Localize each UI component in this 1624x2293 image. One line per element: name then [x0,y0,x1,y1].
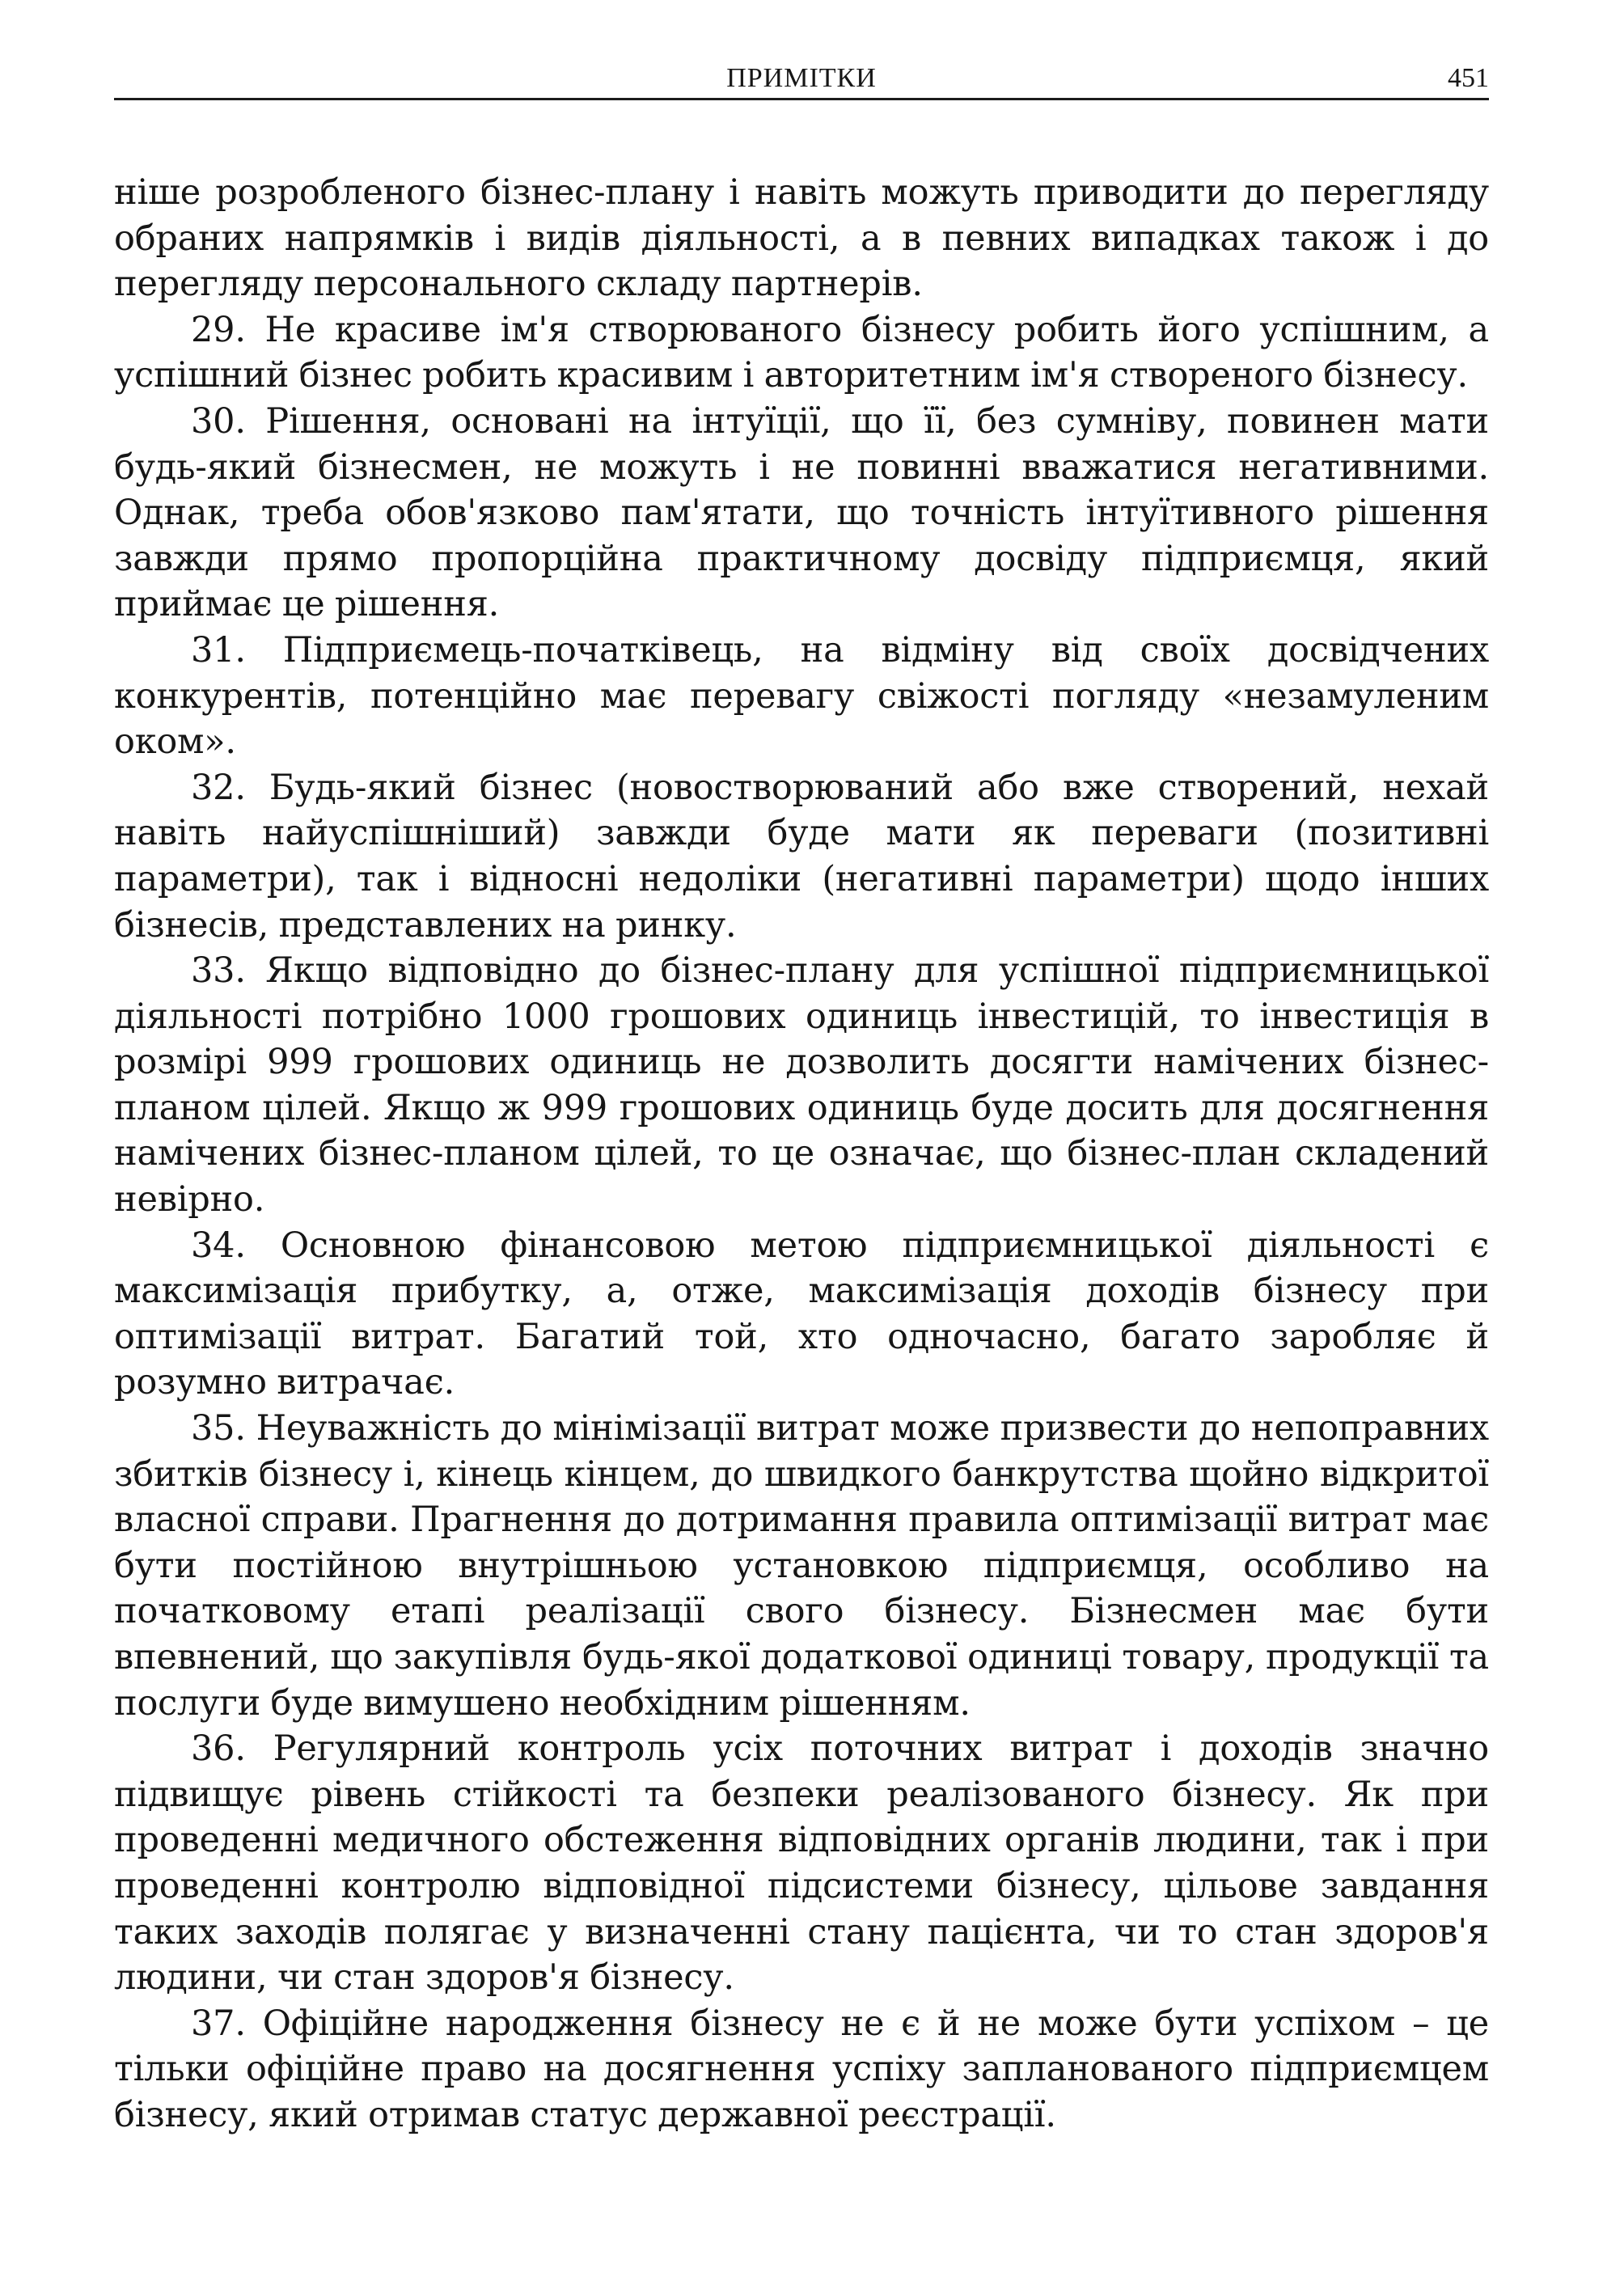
paragraph-31: 31. Підприємець-початківець, на відміну від своїх досвідчених конкурентів, потенційно має перевагу свіжості погляду «незамуленим оком». [114,629,1489,763]
paragraph-33: 33. Якщо відповідно до бізнес-плану для успішної підприємницької діяльності потрібно 1000 грошових одиниць інвестицій, то інвестиція в розмірі 999 грошових одиниць не дозволить досягти намічених бізнес-планом цілей. Якщо ж 999 грошових одиниць буде досить для досягнення намічених бізнес-планом цілей, то це означає, що бізнес-план складений невірно. [114,950,1489,1221]
paragraph-35: 35. Неуважність до мінімізації витрат може призвести до непоправних збитків бізнесу і, кінець кінцем, до швидкого банкрутства щойно відкритої власної справи. Прагнення до дотримання правила оптимізації витрат має бути постійною внутрішньою установкою підприємця, особливо на початковому етапі реалізації свого бізнесу. Бізнесмен має бути впевнений, що закупівля будь-якої додаткової одиниці товару, продукції та послуги буде вимушено необхідним рішенням. [114,1408,1489,1724]
paragraph-30: 30. Рішення, основані на інтуїції, що її, без сумніву, повинен мати будь-який бізнесмен, не можуть і не повинні вважатися негативними. Однак, треба обов'язково пам'ятати, що точність інтуїтивного рішення завжди прямо пропорційна практичному досвіду підприємця, який приймає це рішення. [114,400,1489,625]
book-page [114,0,1489,2293]
paragraph-36: 36. Регулярний контроль усіх поточних витрат і доходів значно підвищує рівень стійкості та безпеки реалізованого бізнесу. Як при проведенні медичного обстеження відповідних органів людини, так і при проведенні контролю відповідної підсистеми бізнесу, цільове завдання таких заходів полягає у визначенні стану пацієнта, чи то стан здоров'я людини, чи стан здоров'я бізнесу. [114,1728,1489,1999]
paragraph-continuation: ніше розробленого бізнес-плану і навіть можуть приводити до перегляду обраних напрямків і видів діяльності, а в певних випадках також і до перегляду персонального складу партнерів. [114,172,1489,305]
running-header [114,60,1489,100]
running-title: ПРИМІТКИ [726,63,877,93]
body-text [114,170,1489,2139]
paragraph-29: 29. Не красиве ім'я створюваного бізнесу робить його успішним, а успішний бізнес робить красивим і авторитетним ім'я створеного бізнесу. [114,309,1489,396]
page-number: 451 [1448,63,1489,93]
paragraph-37: 37. Офіційне народження бізнесу не є й не може бути успіхом – це тільки офіційне право на досягнення успіху запланованого підприємцем бізнесу, який отримав статус державної реєстрації. [114,2003,1489,2135]
paragraph-34: 34. Основною фінансовою метою підприємницької діяльності є максимізація прибутку, а, отже, максимізація доходів бізнесу при оптимізації витрат. Багатий той, хто одночасно, багато заробляє й розумно витрачає. [114,1225,1489,1403]
paragraph-32: 32. Будь-який бізнес (новостворюваний або вже створений, нехай навіть найуспішніший) завжди буде мати як переваги (позитивні параметри), так і відносні недоліки (негативні параметри) щодо інших бізнесів, представлених на ринку. [114,767,1489,946]
